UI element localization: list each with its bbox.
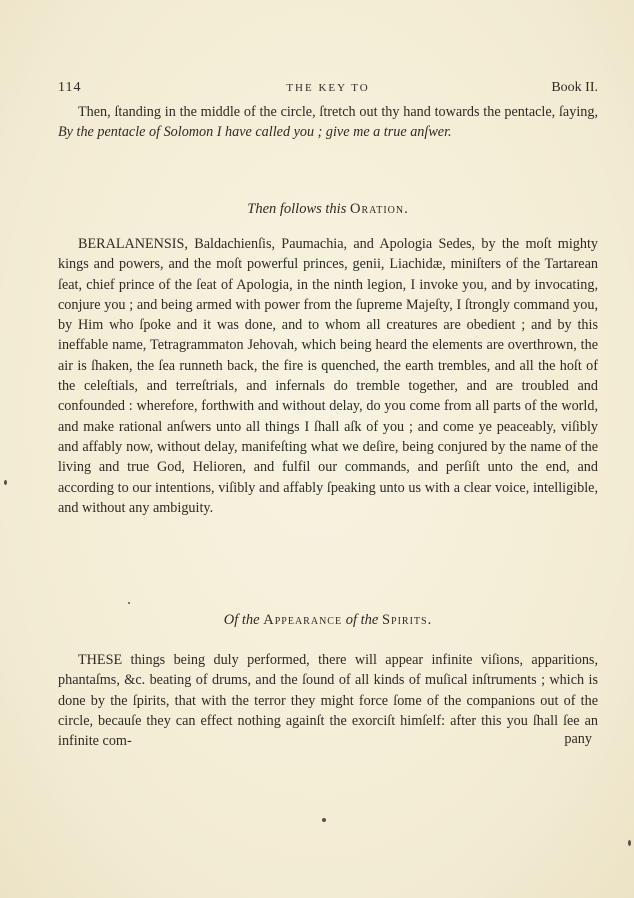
ink-spot bbox=[128, 602, 130, 604]
book-label: Book II. bbox=[551, 80, 598, 95]
heading-appearance-of-2: of the bbox=[345, 612, 379, 628]
heading-appearance-spirits: Spirits. bbox=[381, 612, 433, 628]
paragraph-intro-italic: By the pentacle of Solomon I have called you ; give me a true anſwer. bbox=[58, 124, 452, 141]
section-heading-oration bbox=[58, 201, 598, 218]
paragraph-intro-text: Then, ſtanding in the middle of the circle, ſtretch out thy hand towards the pentacle, ſaying, bbox=[78, 104, 598, 120]
page-number: 114 bbox=[58, 80, 82, 95]
paragraph-oration: BERALANENSIS, Baldachienſis, Paumachia, and Apologia Sedes, by the moſt mighty kings and powers, and the moſt powerful princes, genii, Liachidæ, miniſters of the Tartarean ſeat, chief prince of the ſeat of Apologia, in the ninth legion, I invoke you, and by invocating, conjure you ; and being armed with power from the ſupreme Majeſty, I ſtrongly command you, by Him who ſpoke and it was done, and to whom all creatures are obedient ; and by this ineffable name, Tetragrammaton Jehovah, which being heard the elements are overthrown, the air is ſhaken, the ſea runneth back, the fire is quenched, the earth trembles, and all the hoſt of the celeſtials, and terreſtrials, and infernals do tremble together, and are troubled and confounded : wherefore, forthwith and without delay, do you come from all parts of the world, and make rational anſwers unto all things I ſhall aſk of you ; and come ye peaceably, viſibly and affably now, without delay, manifeſting what we deſire, being conjured by the name of the living and true God, Helioren, and fulfil our commands, and perſiſt unto the end, and according to our intentions, viſibly and affably ſpeaking unto us with a clear voice, intelligible, and without any ambiguity. bbox=[58, 236, 598, 516]
paragraph-intro bbox=[58, 102, 598, 143]
catchword: pany bbox=[564, 731, 592, 747]
ink-spot bbox=[628, 840, 631, 846]
heading-oration-prefix: Then follows this bbox=[247, 201, 347, 217]
ink-spot bbox=[4, 480, 7, 485]
heading-oration-word: Oration. bbox=[349, 201, 409, 217]
section-heading-appearance bbox=[58, 612, 598, 629]
ink-spot bbox=[322, 818, 326, 822]
heading-appearance-of-1: Of the bbox=[223, 612, 260, 628]
running-title: THE KEY TO bbox=[286, 82, 370, 94]
paragraph-appearance: THESE things being duly performed, there will appear infinite viſions, apparitions, phantaſms, &c. beating of drums, and the ſound of all kinds of muſical inſtruments ; which is done by the ſpirits, that with the terror they might force ſome of the companions out of the circle, becauſe they can effect nothing againſt the exorciſt himſelf: after this you ſhall ſee an infinite com- bbox=[58, 652, 598, 750]
heading-appearance-word: Appearance bbox=[263, 612, 343, 628]
page-header bbox=[58, 80, 598, 98]
